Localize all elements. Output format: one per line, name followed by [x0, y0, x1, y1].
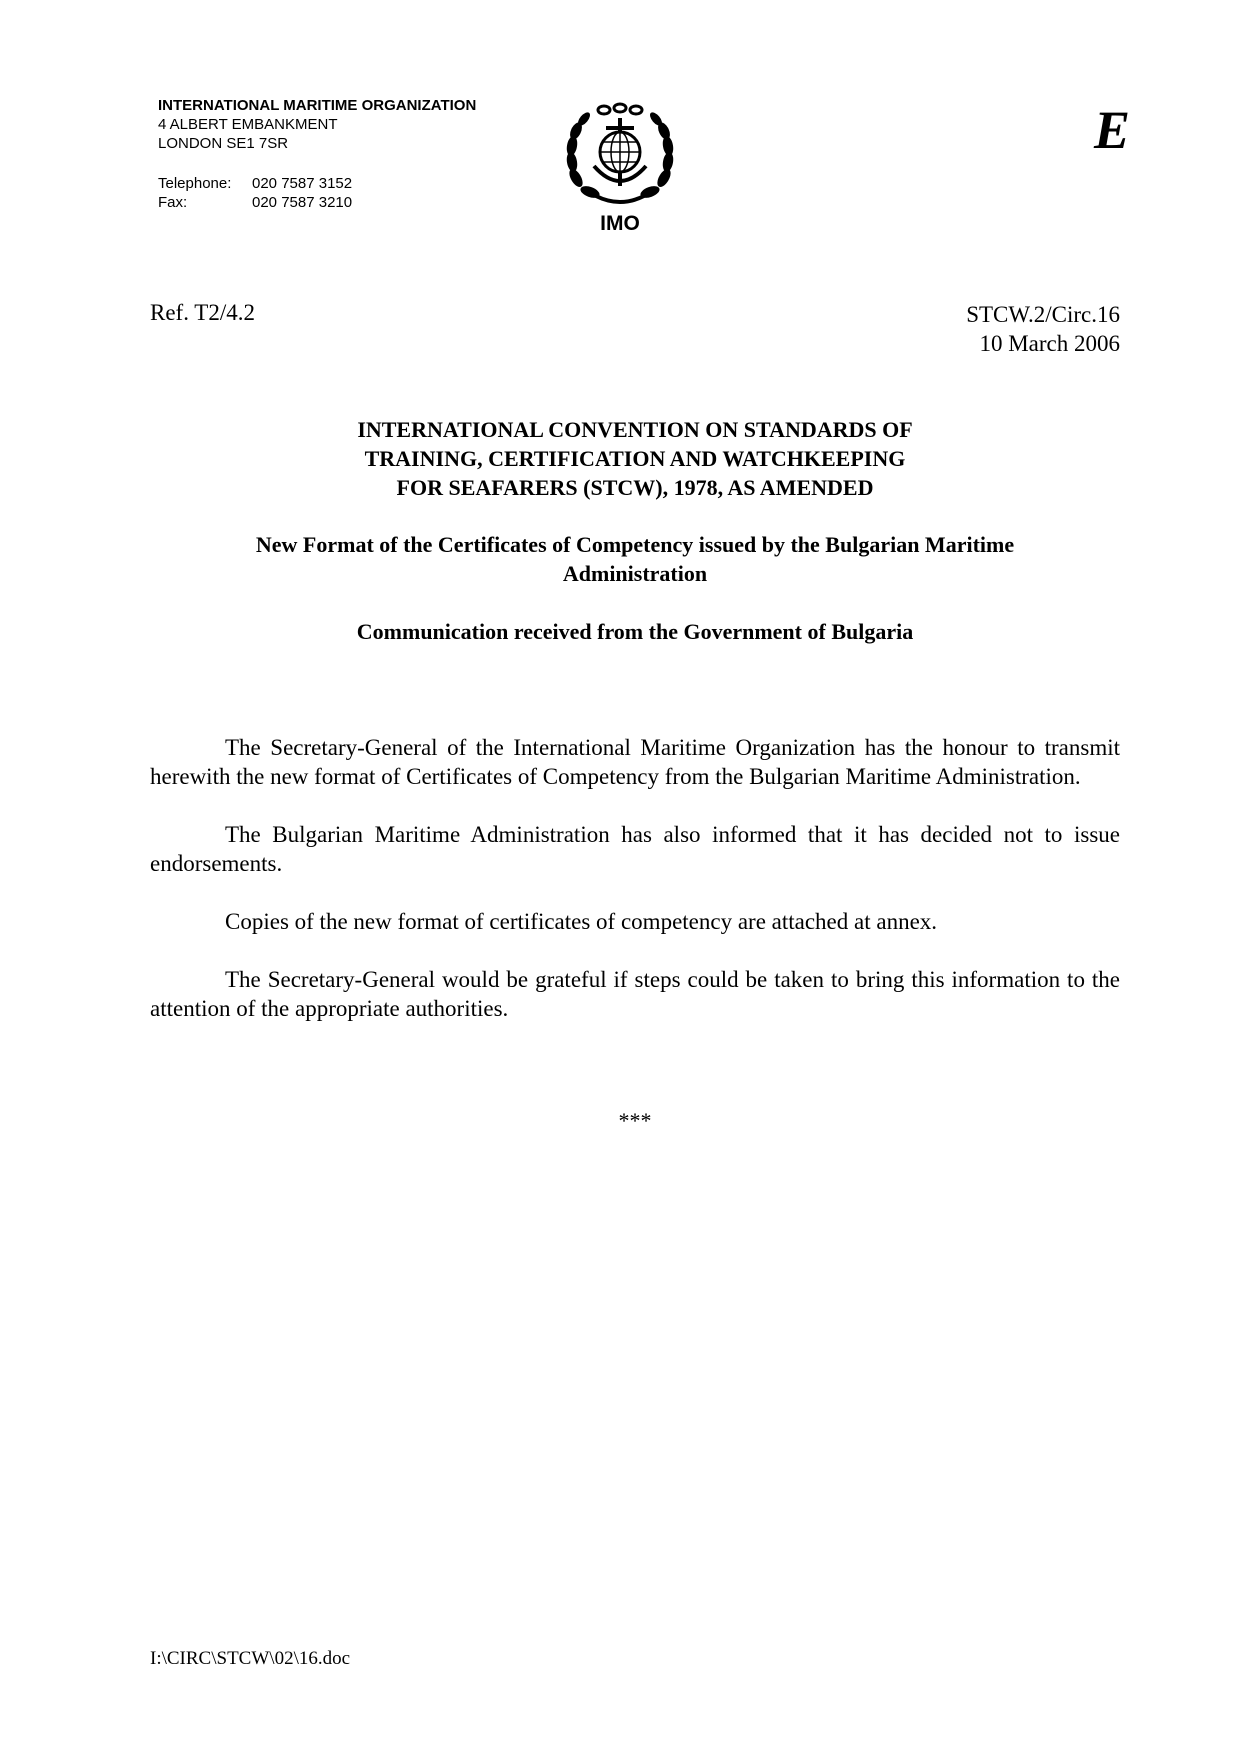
- reference-number: Ref. T2/4.2: [150, 300, 255, 325]
- contact-details: [158, 174, 352, 212]
- subject-heading: [150, 530, 1120, 588]
- fax-row: [158, 193, 352, 212]
- imo-emblem-icon: [560, 100, 680, 210]
- telephone-label: Telephone:: [158, 175, 232, 192]
- fax-value: 020 7587 3210: [252, 194, 353, 211]
- file-path: I:\CIRC\STCW\02\16.doc: [150, 1648, 351, 1669]
- document-identifier: [966, 300, 1120, 358]
- heading-line: FOR SEAFARERS (STCW), 1978, AS AMENDED: [396, 475, 874, 500]
- convention-heading: [150, 415, 1120, 502]
- body-paragraph: The Secretary-General would be grateful if steps could be taken to bring this information to the attention of the appropriate authorities.: [150, 967, 1120, 1021]
- telephone-value: 020 7587 3152: [252, 175, 353, 192]
- body-paragraph: Copies of the new format of certificates of competency are attached at annex.: [225, 909, 938, 934]
- end-separator: ***: [618, 1108, 652, 1133]
- address-line-1: 4 ALBERT EMBANKMENT: [158, 116, 338, 133]
- organization-address: [158, 96, 476, 153]
- address-line-2: LONDON SE1 7SR: [158, 135, 289, 152]
- subject-line: Administration: [562, 561, 708, 586]
- subject-line: New Format of the Certificates of Competency issued by the Bulgarian Maritime: [255, 532, 1015, 557]
- document-date: 10 March 2006: [979, 331, 1120, 356]
- body-paragraph: The Secretary-General of the International Maritime Organization has the honour to transmit herewith the new format of Certificates of Competency from the Bulgarian Maritime Administration.: [150, 735, 1120, 789]
- organization-name: INTERNATIONAL MARITIME ORGANIZATION: [158, 97, 477, 114]
- heading-line: INTERNATIONAL CONVENTION ON STANDARDS OF: [357, 417, 913, 442]
- communication-heading: Communication received from the Government of Bulgaria: [356, 619, 914, 644]
- document-number: STCW.2/Circ.16: [966, 302, 1120, 327]
- body-text: [150, 733, 1120, 1052]
- telephone-row: [158, 174, 352, 193]
- heading-line: TRAINING, CERTIFICATION AND WATCHKEEPING: [364, 446, 906, 471]
- language-mark: E: [1093, 100, 1130, 160]
- fax-label: Fax:: [158, 194, 188, 211]
- body-paragraph: The Bulgarian Maritime Administration has also informed that it has decided not to issue endorsements.: [150, 822, 1120, 876]
- logo-caption: IMO: [600, 212, 640, 235]
